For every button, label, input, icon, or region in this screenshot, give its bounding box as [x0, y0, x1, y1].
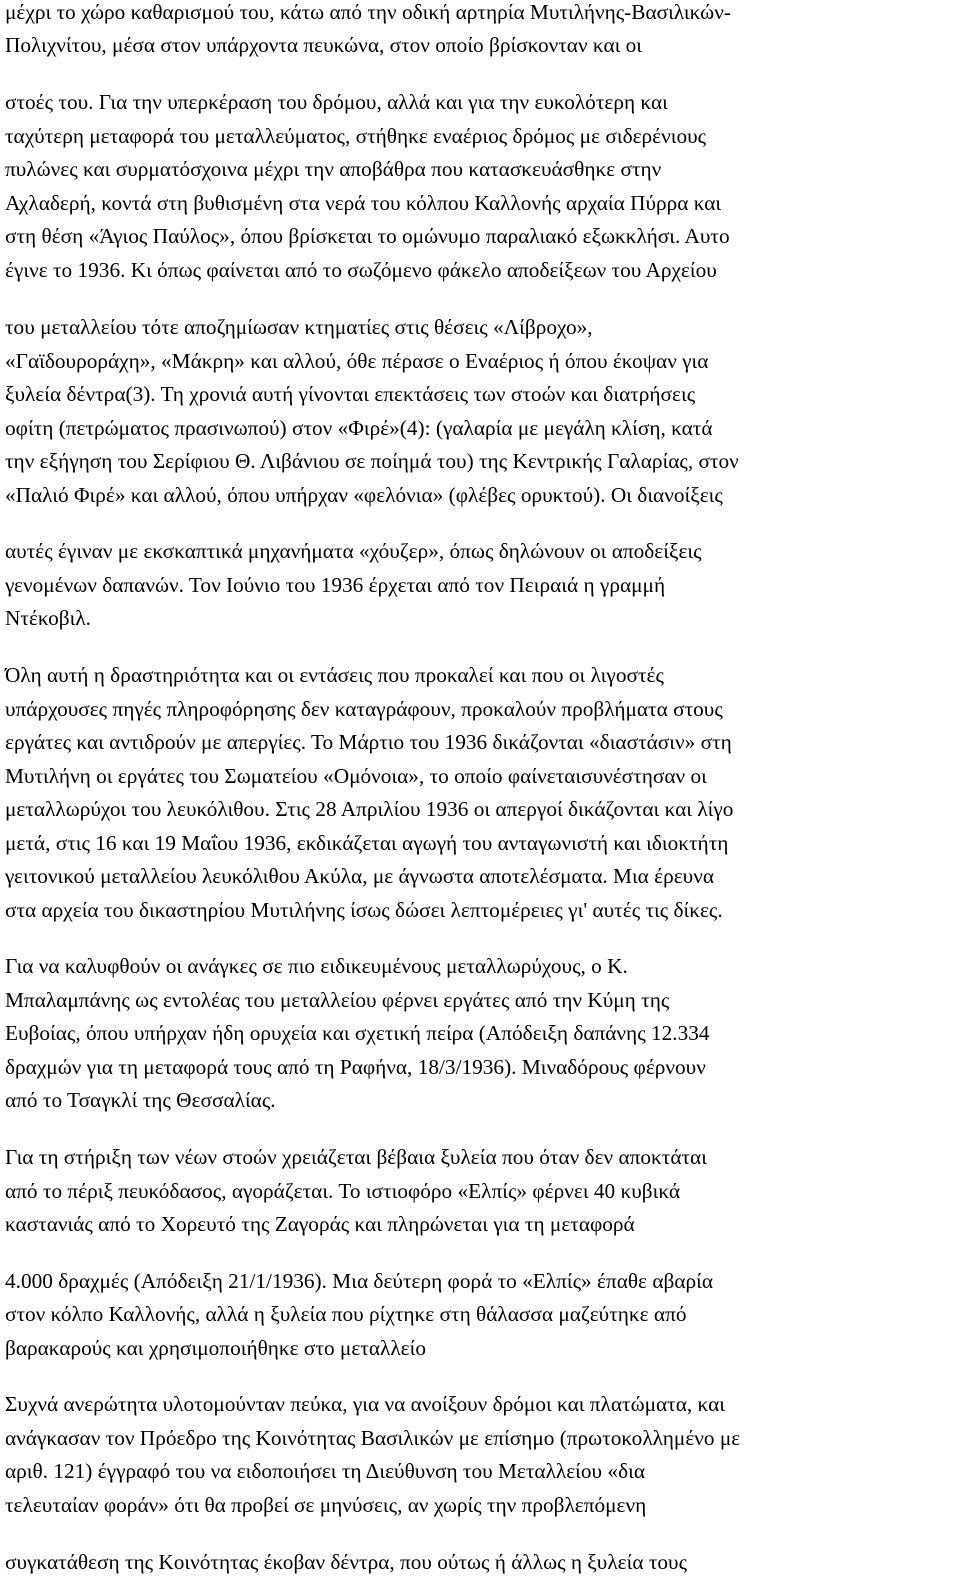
text-line: μετά, στις 16 και 19 Μαΐου 1936, εκδικάζεται αγωγή του ανταγωνιστή και ιδιοκτήτη [5, 831, 729, 855]
text-line: στη θέση «Άγιος Παύλος», όπου βρίσκεται το ομώνυμο παραλιακό εξωκκλήσι. Αυτο [5, 224, 730, 248]
text-line: γενομένων δαπανών. Τον Ιούνιο του 1936 έρχεται από τον Πειραιά η γραμμή [5, 573, 666, 597]
text-line: Συχνά ανερώτητα υλοτομούνταν πεύκα, για να ανοίξουν δρόμοι και πλατώματα, και [5, 1392, 725, 1416]
text-line: συγκατάθεση της Κοινότητας έκοβαν δέντρα, που ούτως ή άλλως η ξυλεία τους [5, 1550, 688, 1574]
text-line: 4.000 δραχμές (Απόδειξη 21/1/1936). Μια δεύτερη φορά το «Ελπίς» έπαθε αβαρία [5, 1269, 713, 1293]
text-line: βαρακαρούς και χρησιμοποιήθηκε στο μεταλλείο [5, 1336, 426, 1360]
text-line: στοές του. Για την υπερκέραση του δρόμου, αλλά και για την ευκολότερη και [5, 90, 668, 114]
text-line: εργάτες και αντιδρούν με απεργίες. Το Μάρτιο του 1936 δικάζονται «διαστάσιν» στη [5, 730, 732, 754]
text-line: καστανιάς από το Χορευτό της Ζαγοράς και πληρώνεται για τη μεταφορά [5, 1212, 635, 1236]
text-line: ξυλεία δέντρα(3). Τη χρονιά αυτή γίνονται επεκτάσεις των στοών και διατρήσεις [5, 382, 696, 406]
text-line: στον κόλπο Καλλονής, αλλά η ξυλεία που ρίχτηκε στη θάλασσα μαζεύτηκε από [5, 1302, 687, 1326]
text-line: γειτονικού μεταλλείου λευκόλιθου Ακύλα, με άγνωστα αποτελέσματα. Μια έρευνα [5, 864, 715, 888]
text-line: Μπαλαμπάνης ως εντολέας του μεταλλείου φέρνει εργάτες από την Κύμη της [5, 988, 670, 1012]
text-line: Όλη αυτή η δραστηριότητα και οι εντάσεις που προκαλεί και που οι λιγοστές [5, 663, 664, 687]
text-line: έγινε το 1936. Κι όπως φαίνεται από το σωζόμενο φάκελο αποδείξεων του Αρχείου [5, 258, 717, 282]
text-line: πυλώνες και συρματόσχοινα μέχρι την αποβάθρα που κατασκευάσθηκε στην [5, 157, 662, 181]
text-line: από το Τσαγκλί της Θεσσαλίας. [5, 1088, 276, 1112]
text-line: στα αρχεία του δικαστηρίου Μυτιλήνης ίσως δώσει λεπτομέρειες γι' αυτές τις δίκες. [5, 898, 723, 922]
text-line: δραχμών για τη μεταφορά τους από τη Ραφήνα, 18/3/1936). Μιναδόρους φέρνουν [5, 1055, 706, 1079]
text-line: αριθ. 121) έγγραφό του να ειδοποιήσει τη Διεύθυνση του Μεταλλείου «δια [5, 1459, 645, 1483]
text-line: ταχύτερη μεταφορά του μεταλλεύματος, στήθηκε εναέριος δρόμος με σιδερένιους [5, 124, 707, 148]
text-line: Ντέκοβιλ. [5, 606, 92, 630]
text-line: Ευβοίας, όπου υπήρχαν ήδη ορυχεία και σχετική πείρα (Απόδειξη δαπάνης 12.334 [5, 1021, 710, 1045]
text-line: οφίτη (πετρώματος πρασινωπού) στον «Φιρέ»(4): (γαλαρία με μεγάλη κλίση, κατά [5, 416, 713, 440]
text-line: τελευταίαν φοράν» ότι θα προβεί σε μηνύσεις, αν χωρίς την προβλεπόμενη [5, 1493, 647, 1517]
text-line: «Παλιό Φιρέ» και αλλού, όπου υπήρχαν «φελόνια» (φλέβες ορυκτού). Οι διανοίξεις [5, 483, 723, 507]
text-line: αυτές έγιναν με εκσκαπτικά μηχανήματα «χόυζερ», όπως δηλώνουν οι αποδείξεις [5, 539, 702, 563]
text-line: Για να καλυφθούν οι ανάγκες σε πιο ειδικευμένους μεταλλωρύχους, ο Κ. [5, 954, 628, 978]
text-line: την εξήγηση του Σερίφιου Θ. Λιβάνιου σε ποίημά του) της Κεντρικής Γαλαρίας, στον [5, 449, 739, 473]
text-line: του μεταλλείου τότε αποζημίωσαν κτηματίες στις θέσεις «Λίβροχο», [5, 315, 593, 339]
text-line: Πολιχνίτου, μέσα στον υπάρχοντα πευκώνα, στον οποίο βρίσκονταν και οι [5, 33, 643, 57]
text-line: από το πέριξ πευκόδασος, αγοράζεται. Το ιστιοφόρο «Ελπίς» φέρνει 40 κυβικά [5, 1179, 681, 1203]
text-line: Για τη στήριξη των νέων στοών χρειάζεται βέβαια ξυλεία που όταν δεν αποκτάται [5, 1145, 707, 1169]
text-line: «Γαϊδουροράχη», «Μάκρη» και αλλού, όθε πέρασε ο Εναέριος ή όπου έκοψαν για [5, 349, 709, 373]
text-line: μέχρι το χώρο καθαρισμού του, κάτω από την οδική αρτηρία Μυτιλήνης-Βασιλικών- [5, 0, 731, 24]
text-line: ανάγκασαν τον Πρόεδρο της Κοινότητας Βασιλικών με επίσημο (πρωτοκολλημένο με [5, 1426, 741, 1450]
text-line: μεταλλωρύχοι του λευκόλιθου. Στις 28 Απριλίου 1936 οι απεργοί δικάζονται και λίγο [5, 797, 734, 821]
text-line: υπάρχουσες πηγές πληροφόρησης δεν καταγράφουν, προκαλούν προβλήματα στους [5, 697, 723, 721]
text-line: Αχλαδερή, κοντά στη βυθισμένη στα νερά του κόλπου Καλλονής αρχαία Πύρρα και [5, 191, 722, 215]
text-line: Μυτιλήνη οι εργάτες του Σωματείου «Ομόνοια», το οποίο φαίνεταισυνέστησαν οι [5, 764, 707, 788]
